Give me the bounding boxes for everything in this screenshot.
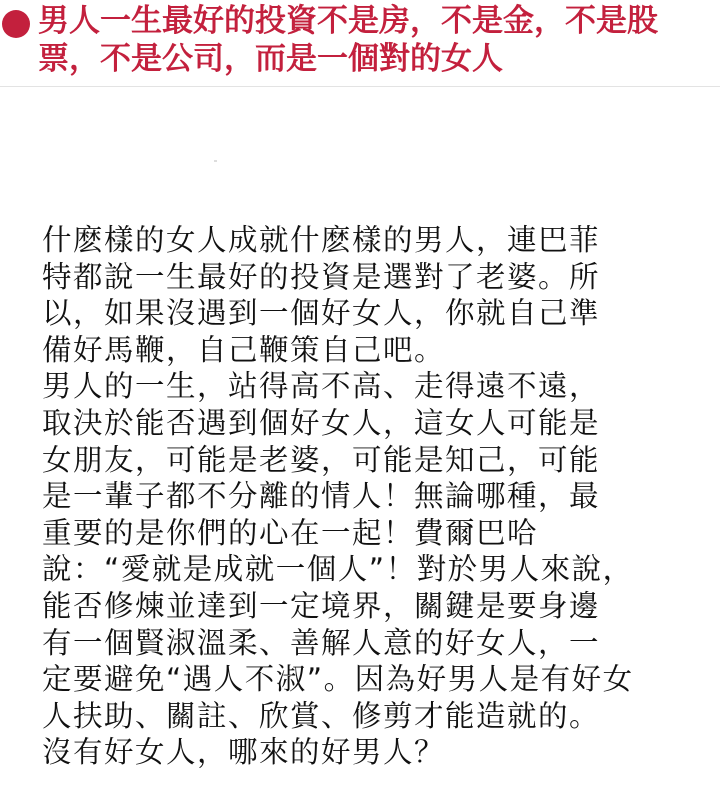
article-line: 女朋友，可能是老婆，可能是知己，可能 <box>42 442 601 477</box>
article-line: 定要避免“遇人不淑”。因為好男人是有好女 <box>42 662 634 697</box>
article-line: 說：“愛就是成就一個人”！對於男人來說， <box>42 552 634 587</box>
image-placeholder-speck <box>214 160 217 162</box>
article-line: 取決於能否遇到個好女人，這女人可能是 <box>42 405 601 440</box>
article-line: 備好馬鞭，自己鞭策自己吧。 <box>42 332 446 367</box>
article-body <box>42 222 702 771</box>
article-line: 能否修煉並達到一定境界，關鍵是要身邊 <box>42 588 601 623</box>
article-line: 有一個賢淑溫柔、善解人意的好女人，一 <box>42 625 601 660</box>
article-line: 特都說一生最好的投資是選對了老婆。所 <box>42 259 601 294</box>
article-line: 男人的一生，站得高不高、走得遠不遠， <box>42 369 601 404</box>
article-line: 以，如果沒遇到一個好女人，你就自己準 <box>42 296 601 331</box>
article-line: 人扶助、關註、欣賞、修剪才能造就的。 <box>42 698 601 733</box>
article-line: 是一輩子都不分離的情人！無論哪種，最 <box>42 479 601 514</box>
article-header <box>0 0 720 87</box>
red-dot-icon <box>2 10 30 38</box>
article-line: 沒有好女人，哪來的好男人？ <box>42 735 446 770</box>
article-title: 男人一生最好的投資不是房，不是金，不是股票，不是公司，而是一個對的女人 <box>38 3 658 77</box>
article-line: 什麽樣的女人成就什麽樣的男人，連巴菲 <box>42 223 601 257</box>
article-line: 重要的是你們的心在一起！費爾巴哈 <box>42 515 539 550</box>
